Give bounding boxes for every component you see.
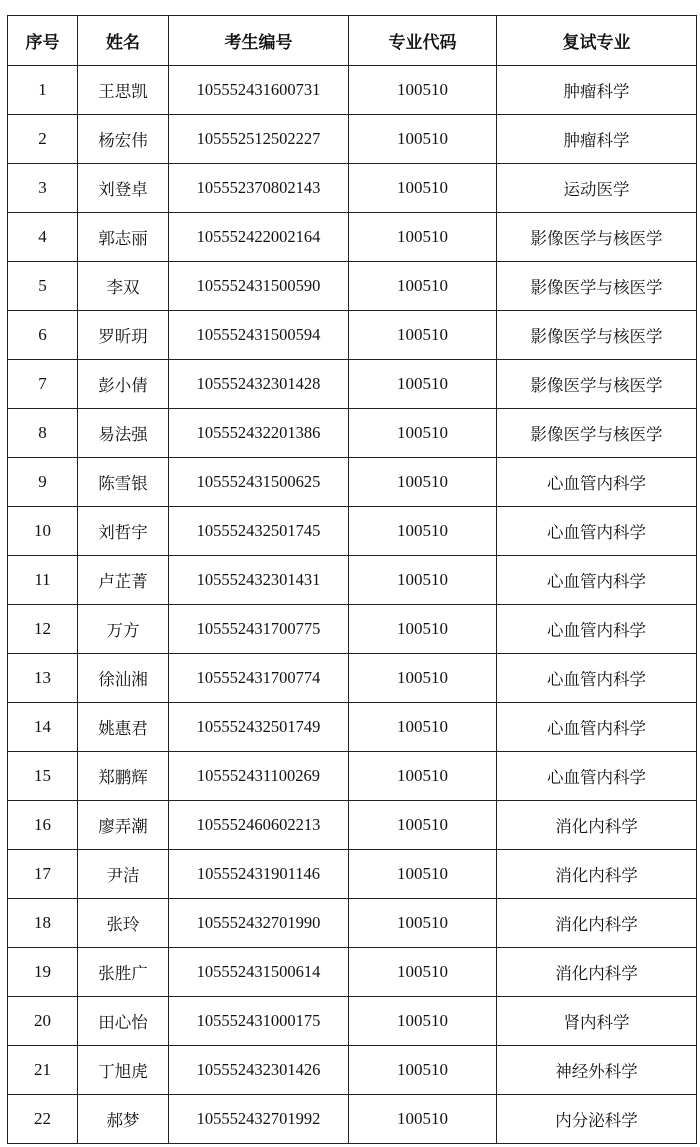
cell-major-code: 100510: [349, 556, 497, 605]
cell-name: 廖弄潮: [78, 801, 169, 850]
table-row: [8, 213, 697, 262]
cell-exam-id: 105552431500614: [169, 948, 349, 997]
cell-seq: 7: [8, 360, 78, 409]
cell-exam-id: 105552431700774: [169, 654, 349, 703]
cell-exam-id: 105552432301431: [169, 556, 349, 605]
cell-major-code: 100510: [349, 213, 497, 262]
cell-major-code: 100510: [349, 164, 497, 213]
table-row: [8, 850, 697, 899]
cell-seq: 22: [8, 1095, 78, 1144]
cell-exam-id: 105552432501745: [169, 507, 349, 556]
cell-seq: 16: [8, 801, 78, 850]
cell-name: 田心怡: [78, 997, 169, 1046]
cell-name: 陈雪银: [78, 458, 169, 507]
cell-name: 刘哲宇: [78, 507, 169, 556]
table-row: [8, 311, 697, 360]
cell-name: 姚惠君: [78, 703, 169, 752]
cell-name: 张胜广: [78, 948, 169, 997]
cell-major: 肿瘤科学: [497, 66, 697, 115]
table-row: [8, 801, 697, 850]
cell-major: 消化内科学: [497, 948, 697, 997]
cell-exam-id: 105552431600731: [169, 66, 349, 115]
cell-exam-id: 105552432201386: [169, 409, 349, 458]
table-body: [8, 66, 697, 1144]
cell-name: 罗昕玥: [78, 311, 169, 360]
cell-major-code: 100510: [349, 801, 497, 850]
table-row: [8, 1095, 697, 1144]
table-row: [8, 1046, 697, 1095]
cell-exam-id: 105552432701992: [169, 1095, 349, 1144]
cell-seq: 3: [8, 164, 78, 213]
cell-seq: 8: [8, 409, 78, 458]
cell-seq: 5: [8, 262, 78, 311]
cell-name: 张玲: [78, 899, 169, 948]
cell-exam-id: 105552432701990: [169, 899, 349, 948]
cell-seq: 21: [8, 1046, 78, 1095]
cell-major: 神经外科学: [497, 1046, 697, 1095]
table-row: [8, 262, 697, 311]
cell-exam-id: 105552512502227: [169, 115, 349, 164]
cell-major: 心血管内科学: [497, 556, 697, 605]
table-row: [8, 409, 697, 458]
cell-seq: 14: [8, 703, 78, 752]
header-name: 姓名: [78, 16, 169, 66]
cell-seq: 18: [8, 899, 78, 948]
cell-major-code: 100510: [349, 997, 497, 1046]
table-row: [8, 654, 697, 703]
cell-exam-id: 105552432501749: [169, 703, 349, 752]
cell-major: 心血管内科学: [497, 752, 697, 801]
cell-major: 影像医学与核医学: [497, 262, 697, 311]
cell-exam-id: 105552431500625: [169, 458, 349, 507]
cell-exam-id: 105552422002164: [169, 213, 349, 262]
cell-major-code: 100510: [349, 605, 497, 654]
cell-name: 彭小倩: [78, 360, 169, 409]
cell-seq: 10: [8, 507, 78, 556]
cell-seq: 19: [8, 948, 78, 997]
cell-seq: 2: [8, 115, 78, 164]
table-row: [8, 458, 697, 507]
cell-name: 郭志丽: [78, 213, 169, 262]
cell-major-code: 100510: [349, 409, 497, 458]
cell-major-code: 100510: [349, 654, 497, 703]
table-row: [8, 605, 697, 654]
cell-major-code: 100510: [349, 311, 497, 360]
cell-major-code: 100510: [349, 262, 497, 311]
cell-exam-id: 105552432301428: [169, 360, 349, 409]
table-row: [8, 899, 697, 948]
table-row: [8, 507, 697, 556]
table-row: [8, 115, 697, 164]
cell-name: 郑鹏辉: [78, 752, 169, 801]
cell-seq: 4: [8, 213, 78, 262]
admission-list-table: [7, 15, 697, 1144]
cell-seq: 20: [8, 997, 78, 1046]
cell-major-code: 100510: [349, 360, 497, 409]
cell-seq: 6: [8, 311, 78, 360]
cell-major-code: 100510: [349, 1046, 497, 1095]
cell-name: 万方: [78, 605, 169, 654]
cell-major-code: 100510: [349, 948, 497, 997]
cell-name: 王思凯: [78, 66, 169, 115]
table-row: [8, 66, 697, 115]
cell-major: 肿瘤科学: [497, 115, 697, 164]
cell-seq: 12: [8, 605, 78, 654]
cell-seq: 11: [8, 556, 78, 605]
cell-exam-id: 105552431500590: [169, 262, 349, 311]
cell-exam-id: 105552431100269: [169, 752, 349, 801]
cell-major: 心血管内科学: [497, 703, 697, 752]
cell-major-code: 100510: [349, 458, 497, 507]
cell-major: 运动医学: [497, 164, 697, 213]
admission-list-table-wrapper: [7, 15, 696, 1144]
table-row: [8, 556, 697, 605]
cell-major: 心血管内科学: [497, 458, 697, 507]
cell-major: 心血管内科学: [497, 654, 697, 703]
header-exam-id: 考生编号: [169, 16, 349, 66]
cell-major: 肾内科学: [497, 997, 697, 1046]
cell-exam-id: 105552431000175: [169, 997, 349, 1046]
cell-major: 消化内科学: [497, 899, 697, 948]
header-seq: 序号: [8, 16, 78, 66]
cell-major: 内分泌科学: [497, 1095, 697, 1144]
header-major: 复试专业: [497, 16, 697, 66]
cell-major-code: 100510: [349, 115, 497, 164]
cell-exam-id: 105552460602213: [169, 801, 349, 850]
table-row: [8, 360, 697, 409]
cell-major-code: 100510: [349, 1095, 497, 1144]
cell-major: 心血管内科学: [497, 507, 697, 556]
cell-major: 心血管内科学: [497, 605, 697, 654]
cell-name: 尹洁: [78, 850, 169, 899]
cell-major: 影像医学与核医学: [497, 311, 697, 360]
cell-exam-id: 105552370802143: [169, 164, 349, 213]
cell-name: 刘登卓: [78, 164, 169, 213]
cell-major: 影像医学与核医学: [497, 213, 697, 262]
cell-name: 卢芷菁: [78, 556, 169, 605]
header-major-code: 专业代码: [349, 16, 497, 66]
table-row: [8, 752, 697, 801]
cell-major-code: 100510: [349, 66, 497, 115]
cell-major: 消化内科学: [497, 801, 697, 850]
cell-major-code: 100510: [349, 899, 497, 948]
cell-major: 影像医学与核医学: [497, 360, 697, 409]
cell-name: 杨宏伟: [78, 115, 169, 164]
cell-major-code: 100510: [349, 507, 497, 556]
cell-name: 易法强: [78, 409, 169, 458]
table-row: [8, 164, 697, 213]
table-row: [8, 948, 697, 997]
cell-seq: 1: [8, 66, 78, 115]
cell-seq: 17: [8, 850, 78, 899]
cell-exam-id: 105552432301426: [169, 1046, 349, 1095]
cell-seq: 9: [8, 458, 78, 507]
table-row: [8, 997, 697, 1046]
cell-major-code: 100510: [349, 703, 497, 752]
cell-exam-id: 105552431700775: [169, 605, 349, 654]
cell-seq: 15: [8, 752, 78, 801]
cell-name: 李双: [78, 262, 169, 311]
cell-major-code: 100510: [349, 752, 497, 801]
cell-exam-id: 105552431500594: [169, 311, 349, 360]
cell-major-code: 100510: [349, 850, 497, 899]
cell-major: 消化内科学: [497, 850, 697, 899]
cell-name: 郝梦: [78, 1095, 169, 1144]
cell-seq: 13: [8, 654, 78, 703]
table-row: [8, 703, 697, 752]
table-header-row: [8, 16, 697, 66]
cell-major: 影像医学与核医学: [497, 409, 697, 458]
cell-exam-id: 105552431901146: [169, 850, 349, 899]
cell-name: 徐汕湘: [78, 654, 169, 703]
cell-name: 丁旭虎: [78, 1046, 169, 1095]
